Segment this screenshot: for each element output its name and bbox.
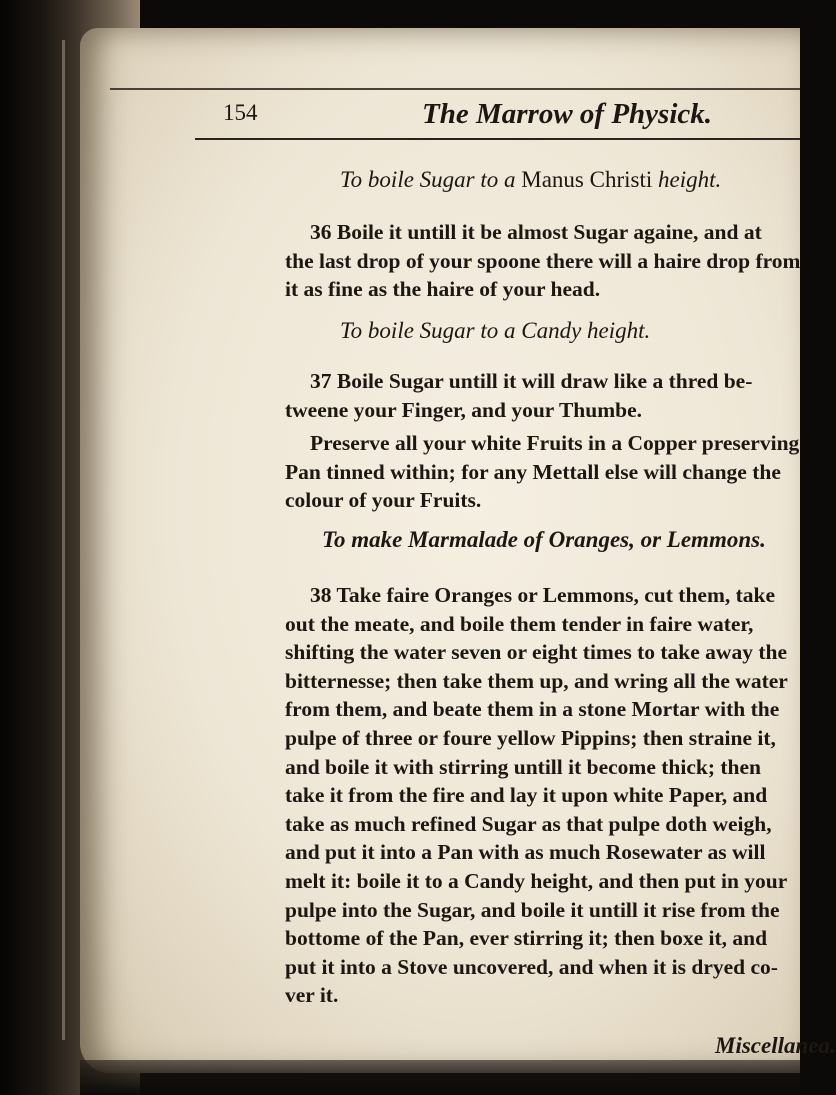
recipe-paragraph xyxy=(285,367,805,424)
paragraph-line: pulpe into the Sugar, and boile it untill it rise from the xyxy=(285,897,780,922)
preserving-note-paragraph xyxy=(285,429,805,515)
paragraph-line: shifting the water seven or eight times to take away the xyxy=(285,640,787,665)
paragraph-line: Pan tinned within; for any Mettall else will change the xyxy=(285,459,781,484)
paragraph-line: ver it. xyxy=(285,983,339,1008)
catchword: Miscellanea. xyxy=(715,1033,836,1058)
recipe-paragraph xyxy=(285,581,805,1010)
paragraph-line: tweene your Finger, and your Thumbe. xyxy=(285,397,642,422)
paragraph-line: pulpe of three or foure yellow Pippins; then straine it, xyxy=(285,725,776,750)
paragraph-line: bitternesse; then take them up, and wring all the water xyxy=(285,668,788,693)
paragraph-line: 38 Take faire Oranges or Lemmons, cut them, take xyxy=(310,583,776,607)
paragraph-line: 37 Boile Sugar untill it will draw like a thred be- xyxy=(310,369,753,393)
paragraph-line: it as fine as the haire of your head. xyxy=(285,277,601,302)
binding-streak xyxy=(62,40,65,1040)
paragraph-line: and put it into a Pan with as much Rosewater as will xyxy=(285,840,766,865)
heading-roman-part: Manus Christi xyxy=(521,167,653,192)
paragraph-line: and boile it with stirring untill it become thick; then xyxy=(285,754,761,779)
paragraph-line: bottome of the Pan, ever stirring it; then boxe it, and xyxy=(285,926,768,951)
paragraph-line: colour of your Fruits. xyxy=(285,488,482,513)
paragraph-line: take it from the fire and lay it upon white Paper, and xyxy=(285,783,768,808)
running-head: The Marrow of Physick. xyxy=(422,98,712,130)
paragraph-line: 36 Boile it untill it be almost Sugar againe, and at xyxy=(310,220,762,244)
page-number: 154 xyxy=(223,100,258,125)
paragraph-line: put it into a Stove uncovered, and when it is dryed co- xyxy=(285,954,778,979)
header-rule-top xyxy=(110,88,800,90)
recipe-heading-manus-christi xyxy=(340,167,721,193)
paragraph-line: from them, and beate them in a stone Mortar with the xyxy=(285,697,780,722)
header-rule xyxy=(195,138,800,140)
heading-italic-part: height. xyxy=(652,167,722,192)
paragraph-line: melt it: boile it to a Candy height, and then put in your xyxy=(285,868,788,893)
recipe-heading-candy-height: To boile Sugar to a Candy height. xyxy=(340,318,651,343)
recipe-heading-marmalade: To make Marmalade of Oranges, or Lemmons. xyxy=(322,527,766,552)
paragraph-line: the last drop of your spoone there will a haire drop from xyxy=(285,248,801,273)
heading-italic-part: To boile Sugar to a xyxy=(340,167,522,192)
paragraph-line: take as much refined Sugar as that pulpe doth weigh, xyxy=(285,811,772,836)
recipe-paragraph xyxy=(285,218,805,304)
paragraph-line: Preserve all your white Fruits in a Copper preserving xyxy=(310,431,800,455)
paragraph-line: out the meate, and boile them tender in faire water, xyxy=(285,611,754,636)
page-bottom-shadow xyxy=(80,1060,800,1095)
